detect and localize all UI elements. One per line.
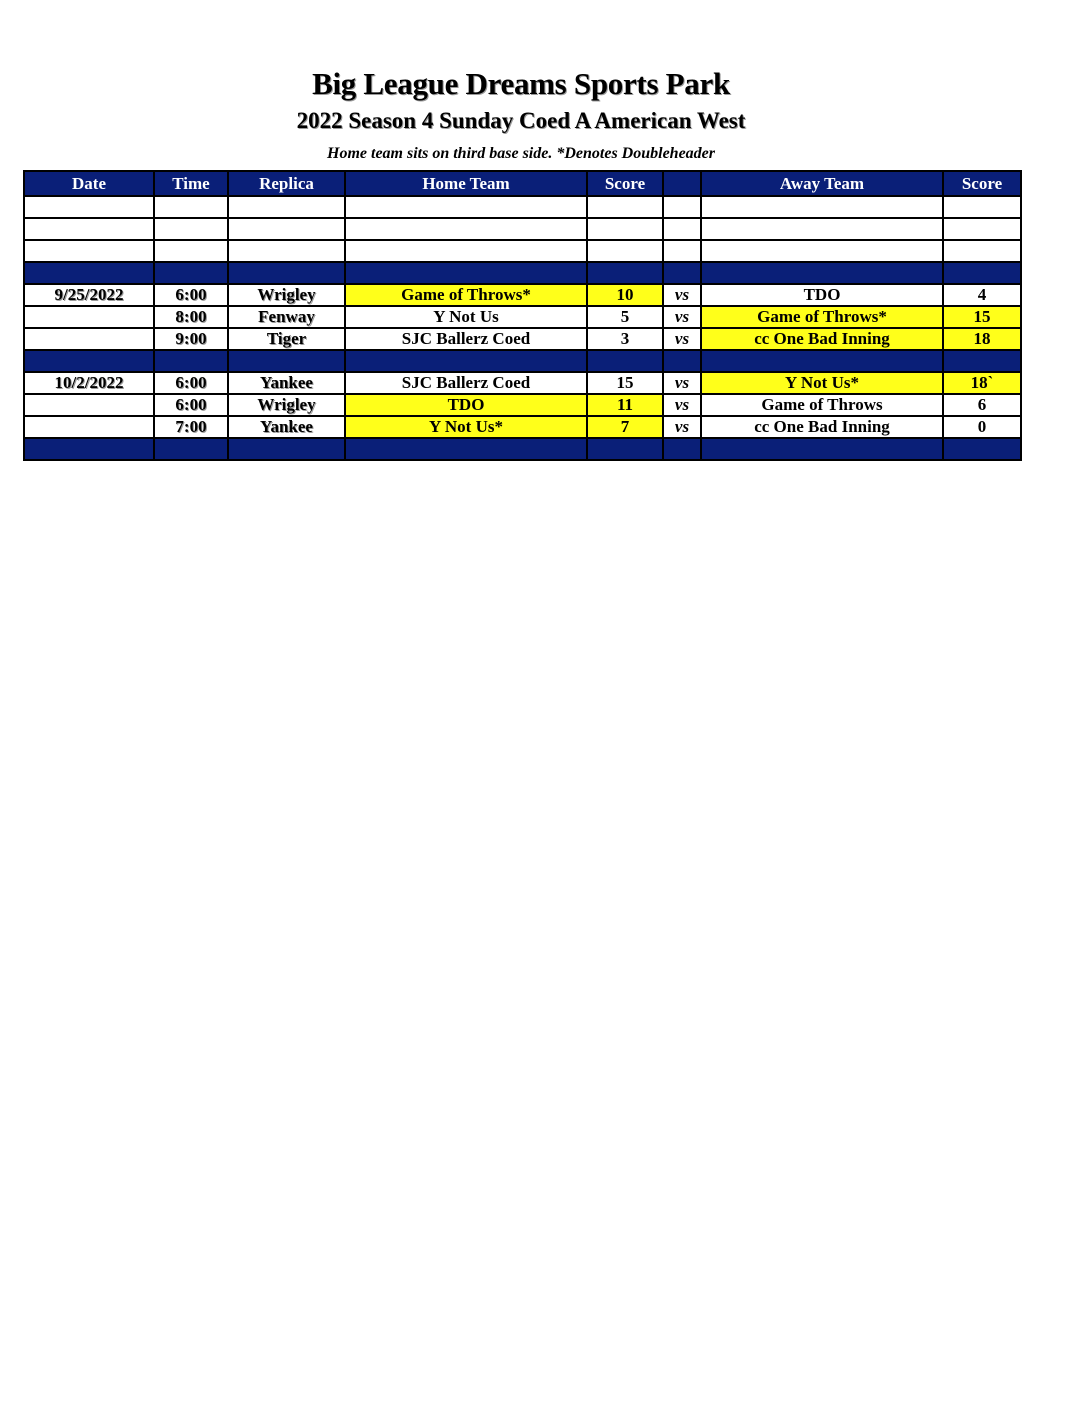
vs-label: vs [663, 284, 701, 306]
away-team: Y Not Us* [701, 372, 943, 394]
blank-row [24, 196, 1021, 218]
game-time: 6:00 [154, 284, 228, 306]
vs-label: vs [663, 372, 701, 394]
table-row [24, 416, 1021, 438]
game-replica: Wrigley [228, 284, 345, 306]
home-score: 5 [587, 306, 663, 328]
game-replica: Yankee [228, 416, 345, 438]
col-header-vs [663, 171, 701, 196]
game-date [24, 416, 154, 438]
game-time: 7:00 [154, 416, 228, 438]
col-header-time: Time [154, 171, 228, 196]
separator-row [24, 262, 1021, 284]
game-replica: Fenway [228, 306, 345, 328]
home-team: Y Not Us [345, 306, 587, 328]
away-score: 18` [943, 372, 1021, 394]
col-header-home-score: Score [587, 171, 663, 196]
vs-label: vs [663, 394, 701, 416]
home-team: TDO [345, 394, 587, 416]
schedule-table [23, 170, 1022, 461]
col-header-away-team: Away Team [701, 171, 943, 196]
page-subtitle: 2022 Season 4 Sunday Coed A American West [296, 108, 746, 133]
away-team: TDO [701, 284, 943, 306]
page-title: Big League Dreams Sports Park [312, 66, 730, 101]
game-date [24, 328, 154, 350]
home-score: 7 [587, 416, 663, 438]
blank-row [24, 218, 1021, 240]
home-score: 15 [587, 372, 663, 394]
game-date: 10/2/2022 [24, 372, 154, 394]
game-replica: Wrigley [228, 394, 345, 416]
table-row [24, 306, 1021, 328]
schedule-note: Home team sits on third base side. *Denotes Doubleheader [327, 145, 715, 162]
game-replica: Yankee [228, 372, 345, 394]
table-row [24, 372, 1021, 394]
game-replica: Tiger [228, 328, 345, 350]
home-score: 11 [587, 394, 663, 416]
game-time: 6:00 [154, 372, 228, 394]
separator-row [24, 350, 1021, 372]
home-score: 3 [587, 328, 663, 350]
col-header-away-score: Score [943, 171, 1021, 196]
away-team: Game of Throws [701, 394, 943, 416]
table-row [24, 394, 1021, 416]
away-team: Game of Throws* [701, 306, 943, 328]
home-team: SJC Ballerz Coed [345, 328, 587, 350]
col-header-date: Date [24, 171, 154, 196]
vs-label: vs [663, 416, 701, 438]
vs-label: vs [663, 328, 701, 350]
away-team: cc One Bad Inning [701, 416, 943, 438]
away-score: 6 [943, 394, 1021, 416]
away-score: 0 [943, 416, 1021, 438]
away-score: 15 [943, 306, 1021, 328]
game-time: 9:00 [154, 328, 228, 350]
vs-label: vs [663, 306, 701, 328]
home-team: Y Not Us* [345, 416, 587, 438]
game-time: 6:00 [154, 394, 228, 416]
col-header-replica: Replica [228, 171, 345, 196]
table-row [24, 284, 1021, 306]
game-time: 8:00 [154, 306, 228, 328]
col-header-home-team: Home Team [345, 171, 587, 196]
away-team: cc One Bad Inning [701, 328, 943, 350]
away-score: 4 [943, 284, 1021, 306]
table-row [24, 328, 1021, 350]
home-team: Game of Throws* [345, 284, 587, 306]
game-date [24, 394, 154, 416]
blank-row [24, 240, 1021, 262]
home-team: SJC Ballerz Coed [345, 372, 587, 394]
separator-row [24, 438, 1021, 460]
home-score: 10 [587, 284, 663, 306]
table-header-row [24, 171, 1021, 196]
game-date: 9/25/2022 [24, 284, 154, 306]
away-score: 18 [943, 328, 1021, 350]
game-date [24, 306, 154, 328]
